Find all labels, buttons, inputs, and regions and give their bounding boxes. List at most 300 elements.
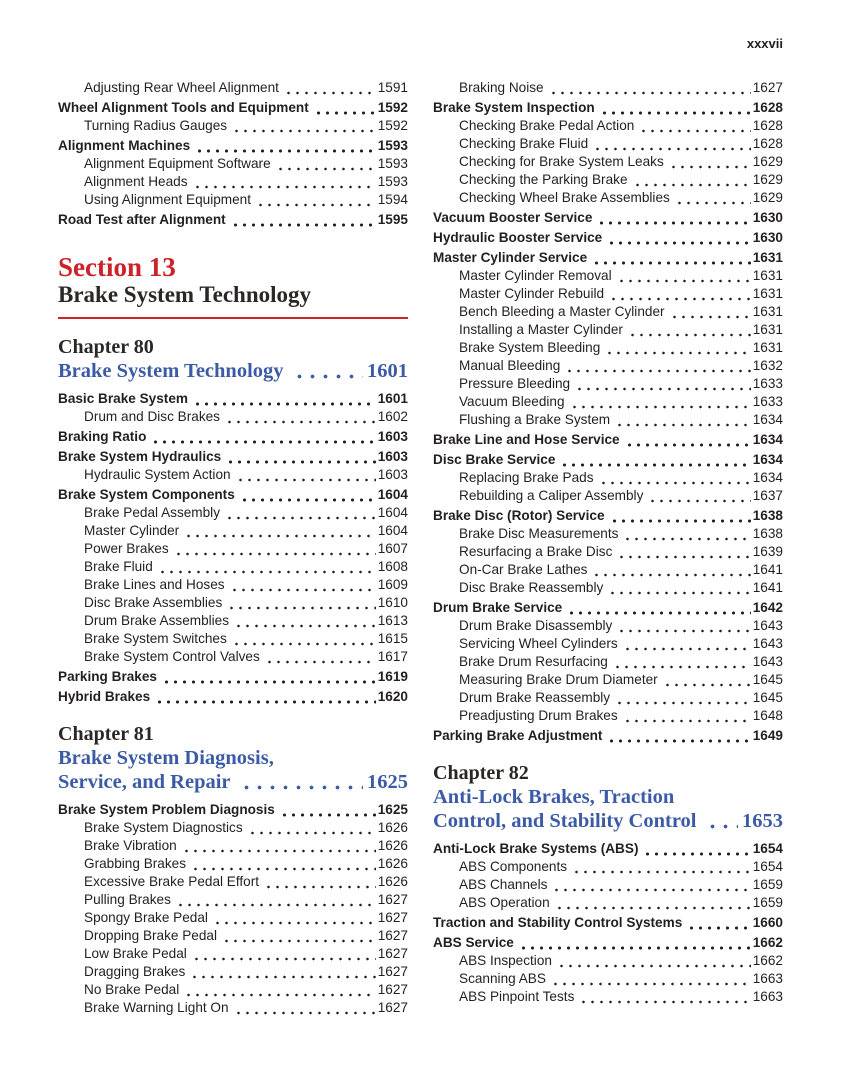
toc-entry-page: 1642 <box>752 600 783 615</box>
toc-entry <box>433 579 783 597</box>
chapter-title-line <box>433 785 783 809</box>
dot-leader-icon <box>226 460 376 464</box>
toc-entry-title: Alignment Machines <box>58 138 191 153</box>
toc-entry-title: Brake Disc (Rotor) Service <box>433 508 605 523</box>
toc-entry <box>433 171 783 189</box>
toc-entry-page: 1630 <box>752 210 783 225</box>
toc-entry-page: 1609 <box>377 577 408 592</box>
toc-entry <box>433 525 783 543</box>
toc-entry-title: ABS Components <box>459 859 568 874</box>
toc-entry-title: Bench Bleeding a Master Cylinder <box>459 304 665 319</box>
toc-entry-title: Drum and Disc Brakes <box>84 409 220 424</box>
toc-entry-page: 1659 <box>752 877 783 892</box>
toc-entry-title: ABS Pinpoint Tests <box>459 989 575 1004</box>
toc-entry <box>58 466 408 484</box>
toc-entry <box>58 927 408 945</box>
toc-entry-title: No Brake Pedal <box>84 982 180 997</box>
chapter-title-line <box>58 770 408 794</box>
toc-entry-page: 1626 <box>377 838 408 853</box>
dot-leader-icon <box>222 939 376 943</box>
dot-leader-icon <box>575 387 751 391</box>
toc-entry-title: Brake Drum Resurfacing <box>459 654 608 669</box>
toc-entry-title: Parking Brakes <box>58 669 157 684</box>
toc-entry-title: Brake System Inspection <box>433 100 595 115</box>
toc-entry-page: 1602 <box>377 409 408 424</box>
toc-entry <box>433 153 783 171</box>
toc-entry <box>58 540 408 558</box>
toc-entry-title: Disc Brake Assemblies <box>84 595 223 610</box>
dot-leader-icon <box>155 700 376 704</box>
toc-entry <box>58 612 408 630</box>
toc-entry <box>433 229 783 247</box>
toc-entry-title: Braking Ratio <box>58 429 147 444</box>
toc-entry <box>433 507 783 525</box>
chapter-page: 1653 <box>742 810 783 832</box>
toc-entry-title: Measuring Brake Drum Diameter <box>459 672 658 687</box>
section-label: Section 13 <box>58 252 176 282</box>
toc-entry-title: Dragging Brakes <box>84 964 186 979</box>
toc-entry-title: Brake System Bleeding <box>459 340 601 355</box>
dot-leader-icon <box>225 516 376 520</box>
dot-leader-icon <box>225 420 376 424</box>
toc-entry-page: 1659 <box>752 895 783 910</box>
dot-leader-icon <box>284 91 376 95</box>
dot-leader-icon <box>617 629 750 633</box>
dot-leader-icon <box>687 926 750 930</box>
dot-leader-icon <box>158 570 376 574</box>
toc-entry-page: 1591 <box>377 80 408 95</box>
toc-entry-title: Hydraulic System Action <box>84 467 231 482</box>
toc-entry <box>433 970 783 988</box>
toc-entry-page: 1627 <box>377 892 408 907</box>
toc-entry-page: 1627 <box>752 80 783 95</box>
toc-entry-title: Low Brake Pedal <box>84 946 187 961</box>
toc-entry <box>58 873 408 891</box>
toc-entry-title: Excessive Brake Pedal Effort <box>84 874 260 889</box>
dot-leader-icon <box>193 185 376 189</box>
dot-leader-icon <box>193 402 376 406</box>
toc-entry <box>433 487 783 505</box>
toc-entry <box>433 727 783 745</box>
toc-entry-page: 1626 <box>377 874 408 889</box>
toc-entry-title: Road Test after Alignment <box>58 212 226 227</box>
toc-entry-title: Parking Brake Adjustment <box>433 728 603 743</box>
toc-entry-title: Disc Brake Service <box>433 452 556 467</box>
toc-column-left <box>58 79 408 1017</box>
dot-leader-icon <box>607 739 750 743</box>
chapter-page: 1625 <box>367 771 408 793</box>
toc-entry <box>433 914 783 932</box>
toc-entry <box>433 952 783 970</box>
section-heading <box>58 253 408 319</box>
toc-entry-page: 1603 <box>377 467 408 482</box>
dot-leader-icon <box>234 1011 376 1015</box>
toc-entry-group <box>58 79 408 229</box>
toc-entry-title: Master Cylinder Service <box>433 250 588 265</box>
dot-leader-icon <box>608 591 750 595</box>
dot-leader-icon <box>184 993 376 997</box>
toc-entry <box>433 934 783 952</box>
toc-entry <box>433 357 783 375</box>
toc-entry <box>433 689 783 707</box>
toc-entry-title: Checking Brake Pedal Action <box>459 118 635 133</box>
toc-entry-page: 1615 <box>377 631 408 646</box>
dot-leader-icon <box>557 964 751 968</box>
toc-entry-title: Brake System Control Valves <box>84 649 260 664</box>
toc-entry-page: 1601 <box>377 391 408 406</box>
toc-entry-page: 1631 <box>752 340 783 355</box>
toc-entry-page: 1592 <box>377 118 408 133</box>
toc-entry-page: 1638 <box>752 508 783 523</box>
dot-leader-icon <box>669 165 751 169</box>
toc-entry-title: ABS Operation <box>459 895 550 910</box>
toc-entry <box>58 428 408 446</box>
toc-entry <box>433 99 783 117</box>
toc-entry <box>433 469 783 487</box>
toc-entry-page: 1631 <box>752 322 783 337</box>
dot-leader-icon <box>600 111 751 115</box>
toc-entry-title: Pulling Brakes <box>84 892 171 907</box>
toc-entry-title: Brake Lines and Hoses <box>84 577 225 592</box>
toc-entry-page: 1617 <box>377 649 408 664</box>
dot-leader-icon <box>623 719 751 723</box>
toc-entry <box>433 840 783 858</box>
toc-entry-title: Resurfacing a Brake Disc <box>459 544 613 559</box>
dot-leader-icon <box>633 183 751 187</box>
dot-leader-icon <box>240 498 376 502</box>
toc-entry-title: Brake Vibration <box>84 838 177 853</box>
toc-entry-page: 1643 <box>752 618 783 633</box>
chapter-heading <box>433 761 783 833</box>
dot-leader-icon <box>607 241 751 245</box>
toc-entry-page: 1628 <box>752 136 783 151</box>
toc-entry-title: Adjusting Rear Wheel Alignment <box>84 80 279 95</box>
toc-entry-title: Brake Pedal Assembly <box>84 505 221 520</box>
toc-entry-title: Brake Warning Light On <box>84 1000 229 1015</box>
toc-entry-page: 1629 <box>752 190 783 205</box>
toc-entry <box>433 988 783 1006</box>
toc-entry-page: 1626 <box>377 820 408 835</box>
toc-entry-title: Checking Wheel Brake Assemblies <box>459 190 670 205</box>
toc-entry-page: 1593 <box>377 174 408 189</box>
toc-entry-title: Drum Brake Reassembly <box>459 690 611 705</box>
toc-entry-page: 1593 <box>377 156 408 171</box>
toc-entry <box>58 79 408 97</box>
toc-entry <box>58 448 408 466</box>
dot-leader-icon <box>191 867 376 871</box>
dot-leader-icon <box>184 534 376 538</box>
toc-entry-title: Installing a Master Cylinder <box>459 322 623 337</box>
toc-entry <box>433 653 783 671</box>
dot-leader-icon <box>706 824 738 829</box>
toc-entry-title: Basic Brake System <box>58 391 188 406</box>
toc-entry-page: 1638 <box>752 526 783 541</box>
toc-entry-page: 1628 <box>752 118 783 133</box>
toc-entry-group <box>58 390 408 706</box>
toc-entry <box>58 191 408 209</box>
toc-entry <box>433 617 783 635</box>
dot-leader-icon <box>234 624 376 628</box>
toc-entry <box>433 189 783 207</box>
toc-entry-page: 1637 <box>752 488 783 503</box>
dot-leader-icon <box>617 279 751 283</box>
toc-entry-title: Brake System Components <box>58 487 235 502</box>
toc-entry <box>433 858 783 876</box>
dot-leader-icon <box>663 683 751 687</box>
toc-entry <box>433 285 783 303</box>
toc-entry-title: Master Cylinder Rebuild <box>459 286 605 301</box>
toc-entry <box>433 543 783 561</box>
toc-entry-title: Scanning ABS <box>459 971 546 986</box>
chapter-title-text: Brake System Diagnosis, <box>58 747 274 769</box>
toc-entry-title: Flushing a Brake System <box>459 412 611 427</box>
toc-entry <box>58 173 408 191</box>
dot-leader-icon <box>174 552 376 556</box>
dot-leader-icon <box>670 315 751 319</box>
dot-leader-icon <box>192 957 376 961</box>
toc-entry-title: Turning Radius Gauges <box>84 118 228 133</box>
toc-entry-page: 1592 <box>377 100 408 115</box>
toc-entry <box>58 117 408 135</box>
dot-leader-icon <box>572 870 751 874</box>
toc-entry-title: Power Brakes <box>84 541 169 556</box>
toc-entry-title: Replacing Brake Pads <box>459 470 594 485</box>
toc-entry-title: Preadjusting Drum Brakes <box>459 708 618 723</box>
toc-entry-page: 1643 <box>752 654 783 669</box>
toc-entry <box>58 390 408 408</box>
dot-leader-icon <box>314 111 376 115</box>
toc-entry <box>58 594 408 612</box>
dot-leader-icon <box>609 297 751 301</box>
toc-entry-page: 1633 <box>752 394 783 409</box>
toc-entry-title: Brake Line and Hose Service <box>433 432 620 447</box>
chapter-title-line <box>58 746 408 770</box>
dot-leader-icon <box>280 813 376 817</box>
toc-entry-page: 1627 <box>377 982 408 997</box>
toc-entry-page: 1595 <box>377 212 408 227</box>
toc-entry-title: Pressure Bleeding <box>459 376 571 391</box>
toc-entry-title: Vacuum Bleeding <box>459 394 565 409</box>
toc-entry-title: Grabbing Brakes <box>84 856 187 871</box>
toc-entry-page: 1663 <box>752 971 783 986</box>
dot-leader-icon <box>551 982 751 986</box>
toc-entry <box>433 431 783 449</box>
toc-entry <box>433 635 783 653</box>
toc-entry-page: 1604 <box>377 487 408 502</box>
toc-entry <box>433 339 783 357</box>
dot-leader-icon <box>643 852 750 856</box>
dot-leader-icon <box>567 611 751 615</box>
dot-leader-icon <box>176 903 376 907</box>
toc-entry <box>58 522 408 540</box>
dot-leader-icon <box>162 680 376 684</box>
dot-leader-icon <box>605 351 750 355</box>
toc-entry <box>58 801 408 819</box>
toc-entry-group <box>58 801 408 1017</box>
toc-entry <box>433 671 783 689</box>
chapter-title-text: Brake System Technology <box>58 360 284 382</box>
toc-entry-title: Checking Brake Fluid <box>459 136 589 151</box>
toc-entry-page: 1613 <box>377 613 408 628</box>
dot-leader-icon <box>593 147 751 151</box>
toc-entry <box>58 408 408 426</box>
toc-entry-title: Braking Noise <box>459 80 544 95</box>
chapter-page: 1601 <box>367 360 408 382</box>
toc-entry-title: Hybrid Brakes <box>58 689 151 704</box>
toc-entry-page: 1631 <box>752 304 783 319</box>
toc-entry <box>58 819 408 837</box>
toc-entry-page: 1641 <box>752 580 783 595</box>
dot-leader-icon <box>264 885 376 889</box>
dot-leader-icon <box>519 946 751 950</box>
toc-entry-title: Checking for Brake System Leaks <box>459 154 664 169</box>
toc-entry-page: 1594 <box>377 192 408 207</box>
toc-entry-page: 1660 <box>752 915 783 930</box>
toc-entry <box>433 375 783 393</box>
toc-entry-title: Master Cylinder Removal <box>459 268 612 283</box>
toc-entry-page: 1628 <box>752 100 783 115</box>
dot-leader-icon <box>151 440 375 444</box>
chapter-label: Chapter 80 <box>58 336 154 358</box>
toc-entry-title: Brake System Switches <box>84 631 227 646</box>
toc-entry-title: ABS Channels <box>459 877 548 892</box>
toc-entry <box>433 117 783 135</box>
toc-entry-page: 1631 <box>752 250 783 265</box>
dot-leader-icon <box>232 129 376 133</box>
toc-entry-page: 1603 <box>377 429 408 444</box>
toc-entry-title: Servicing Wheel Cylinders <box>459 636 618 651</box>
toc-entry <box>58 837 408 855</box>
toc-entry-title: Brake Fluid <box>84 559 153 574</box>
dot-leader-icon <box>639 129 750 133</box>
toc-entry-page: 1604 <box>377 505 408 520</box>
toc-entry <box>58 963 408 981</box>
toc-entry-group <box>433 840 783 1006</box>
toc-entry <box>58 137 408 155</box>
toc-entry-title: Brake System Diagnostics <box>84 820 243 835</box>
dot-leader-icon <box>675 201 751 205</box>
toc-entry <box>433 561 783 579</box>
dot-leader-icon <box>592 573 750 577</box>
toc-entry-page: 1631 <box>752 268 783 283</box>
dot-leader-icon <box>570 405 751 409</box>
toc-entry-group <box>433 79 783 745</box>
toc-entry-title: Drum Brake Service <box>433 600 563 615</box>
chapter-title-text: Anti-Lock Brakes, Traction <box>433 786 675 808</box>
toc-entry-page: 1632 <box>752 358 783 373</box>
dot-leader-icon <box>230 588 376 592</box>
chapter-heading <box>58 335 408 383</box>
dot-leader-icon <box>190 975 376 979</box>
toc-entry-page: 1648 <box>752 708 783 723</box>
toc-entry-title: Master Cylinder <box>84 523 180 538</box>
toc-entry-title: On-Car Brake Lathes <box>459 562 588 577</box>
toc-entry-page: 1619 <box>377 669 408 684</box>
chapter-title-text: Control, and Stability Control <box>433 810 697 832</box>
toc-entry <box>433 209 783 227</box>
dot-leader-icon <box>182 849 376 853</box>
toc-entry-page: 1625 <box>377 802 408 817</box>
toc-entry <box>58 945 408 963</box>
toc-entry <box>433 135 783 153</box>
toc-entry <box>58 558 408 576</box>
toc-entry <box>58 155 408 173</box>
toc-entry-page: 1593 <box>377 138 408 153</box>
toc-entry-page: 1627 <box>377 946 408 961</box>
dot-leader-icon <box>195 149 376 153</box>
toc-entry <box>58 668 408 686</box>
dot-leader-icon <box>276 167 376 171</box>
toc-entry <box>433 707 783 725</box>
toc-entry-title: Drum Brake Disassembly <box>459 618 613 633</box>
chapter-label: Chapter 82 <box>433 762 529 784</box>
toc-entry-title: Brake Disc Measurements <box>459 526 619 541</box>
toc-entry-page: 1627 <box>377 928 408 943</box>
toc-entry-page: 1662 <box>752 935 783 950</box>
toc-entry <box>433 876 783 894</box>
toc-entry-page: 1645 <box>752 690 783 705</box>
toc-entry <box>433 599 783 617</box>
toc-entry-title: Alignment Heads <box>84 174 188 189</box>
toc-entry <box>433 249 783 267</box>
dot-leader-icon <box>293 374 363 379</box>
dot-leader-icon <box>256 203 376 207</box>
toc-entry <box>58 648 408 666</box>
toc-entry-page: 1627 <box>377 910 408 925</box>
dot-leader-icon <box>623 537 750 541</box>
toc-entry-page: 1634 <box>752 412 783 427</box>
dot-leader-icon <box>552 888 750 892</box>
dot-leader-icon <box>613 665 751 669</box>
dot-leader-icon <box>625 443 751 447</box>
toc-entry <box>433 321 783 339</box>
toc-entry <box>433 303 783 321</box>
toc-entry-page: 1662 <box>752 953 783 968</box>
toc-entry-title: Dropping Brake Pedal <box>84 928 217 943</box>
toc-entry <box>433 267 783 285</box>
toc-entry-page: 1643 <box>752 636 783 651</box>
dot-leader-icon <box>617 555 750 559</box>
toc-entry <box>58 576 408 594</box>
toc-entry-page: 1633 <box>752 376 783 391</box>
dot-leader-icon <box>555 906 751 910</box>
dot-leader-icon <box>231 223 376 227</box>
toc-entry-title: Anti-Lock Brake Systems (ABS) <box>433 841 639 856</box>
section-title: Brake System Technology <box>58 282 312 307</box>
dot-leader-icon <box>623 647 751 651</box>
toc-entry-title: Brake System Problem Diagnosis <box>58 802 275 817</box>
toc-entry-title: Hydraulic Booster Service <box>433 230 603 245</box>
toc-entry-title: Brake System Hydraulics <box>58 449 222 464</box>
dot-leader-icon <box>232 642 376 646</box>
toc-entry-page: 1620 <box>377 689 408 704</box>
toc-entry-title: Traction and Stability Control Systems <box>433 915 683 930</box>
toc-entry <box>58 486 408 504</box>
toc-entry-page: 1629 <box>752 154 783 169</box>
toc-entry <box>58 891 408 909</box>
toc-entry-page: 1626 <box>377 856 408 871</box>
toc-entry-title: Manual Bleeding <box>459 358 561 373</box>
dot-leader-icon <box>615 701 751 705</box>
toc-entry <box>433 451 783 469</box>
dot-leader-icon <box>240 785 363 790</box>
toc-entry <box>58 630 408 648</box>
toc-entry-page: 1608 <box>377 559 408 574</box>
toc-entry-title: Alignment Equipment Software <box>84 156 271 171</box>
toc-entry <box>58 211 408 229</box>
toc-entry-page: 1649 <box>752 728 783 743</box>
toc-column-right <box>433 79 783 1017</box>
